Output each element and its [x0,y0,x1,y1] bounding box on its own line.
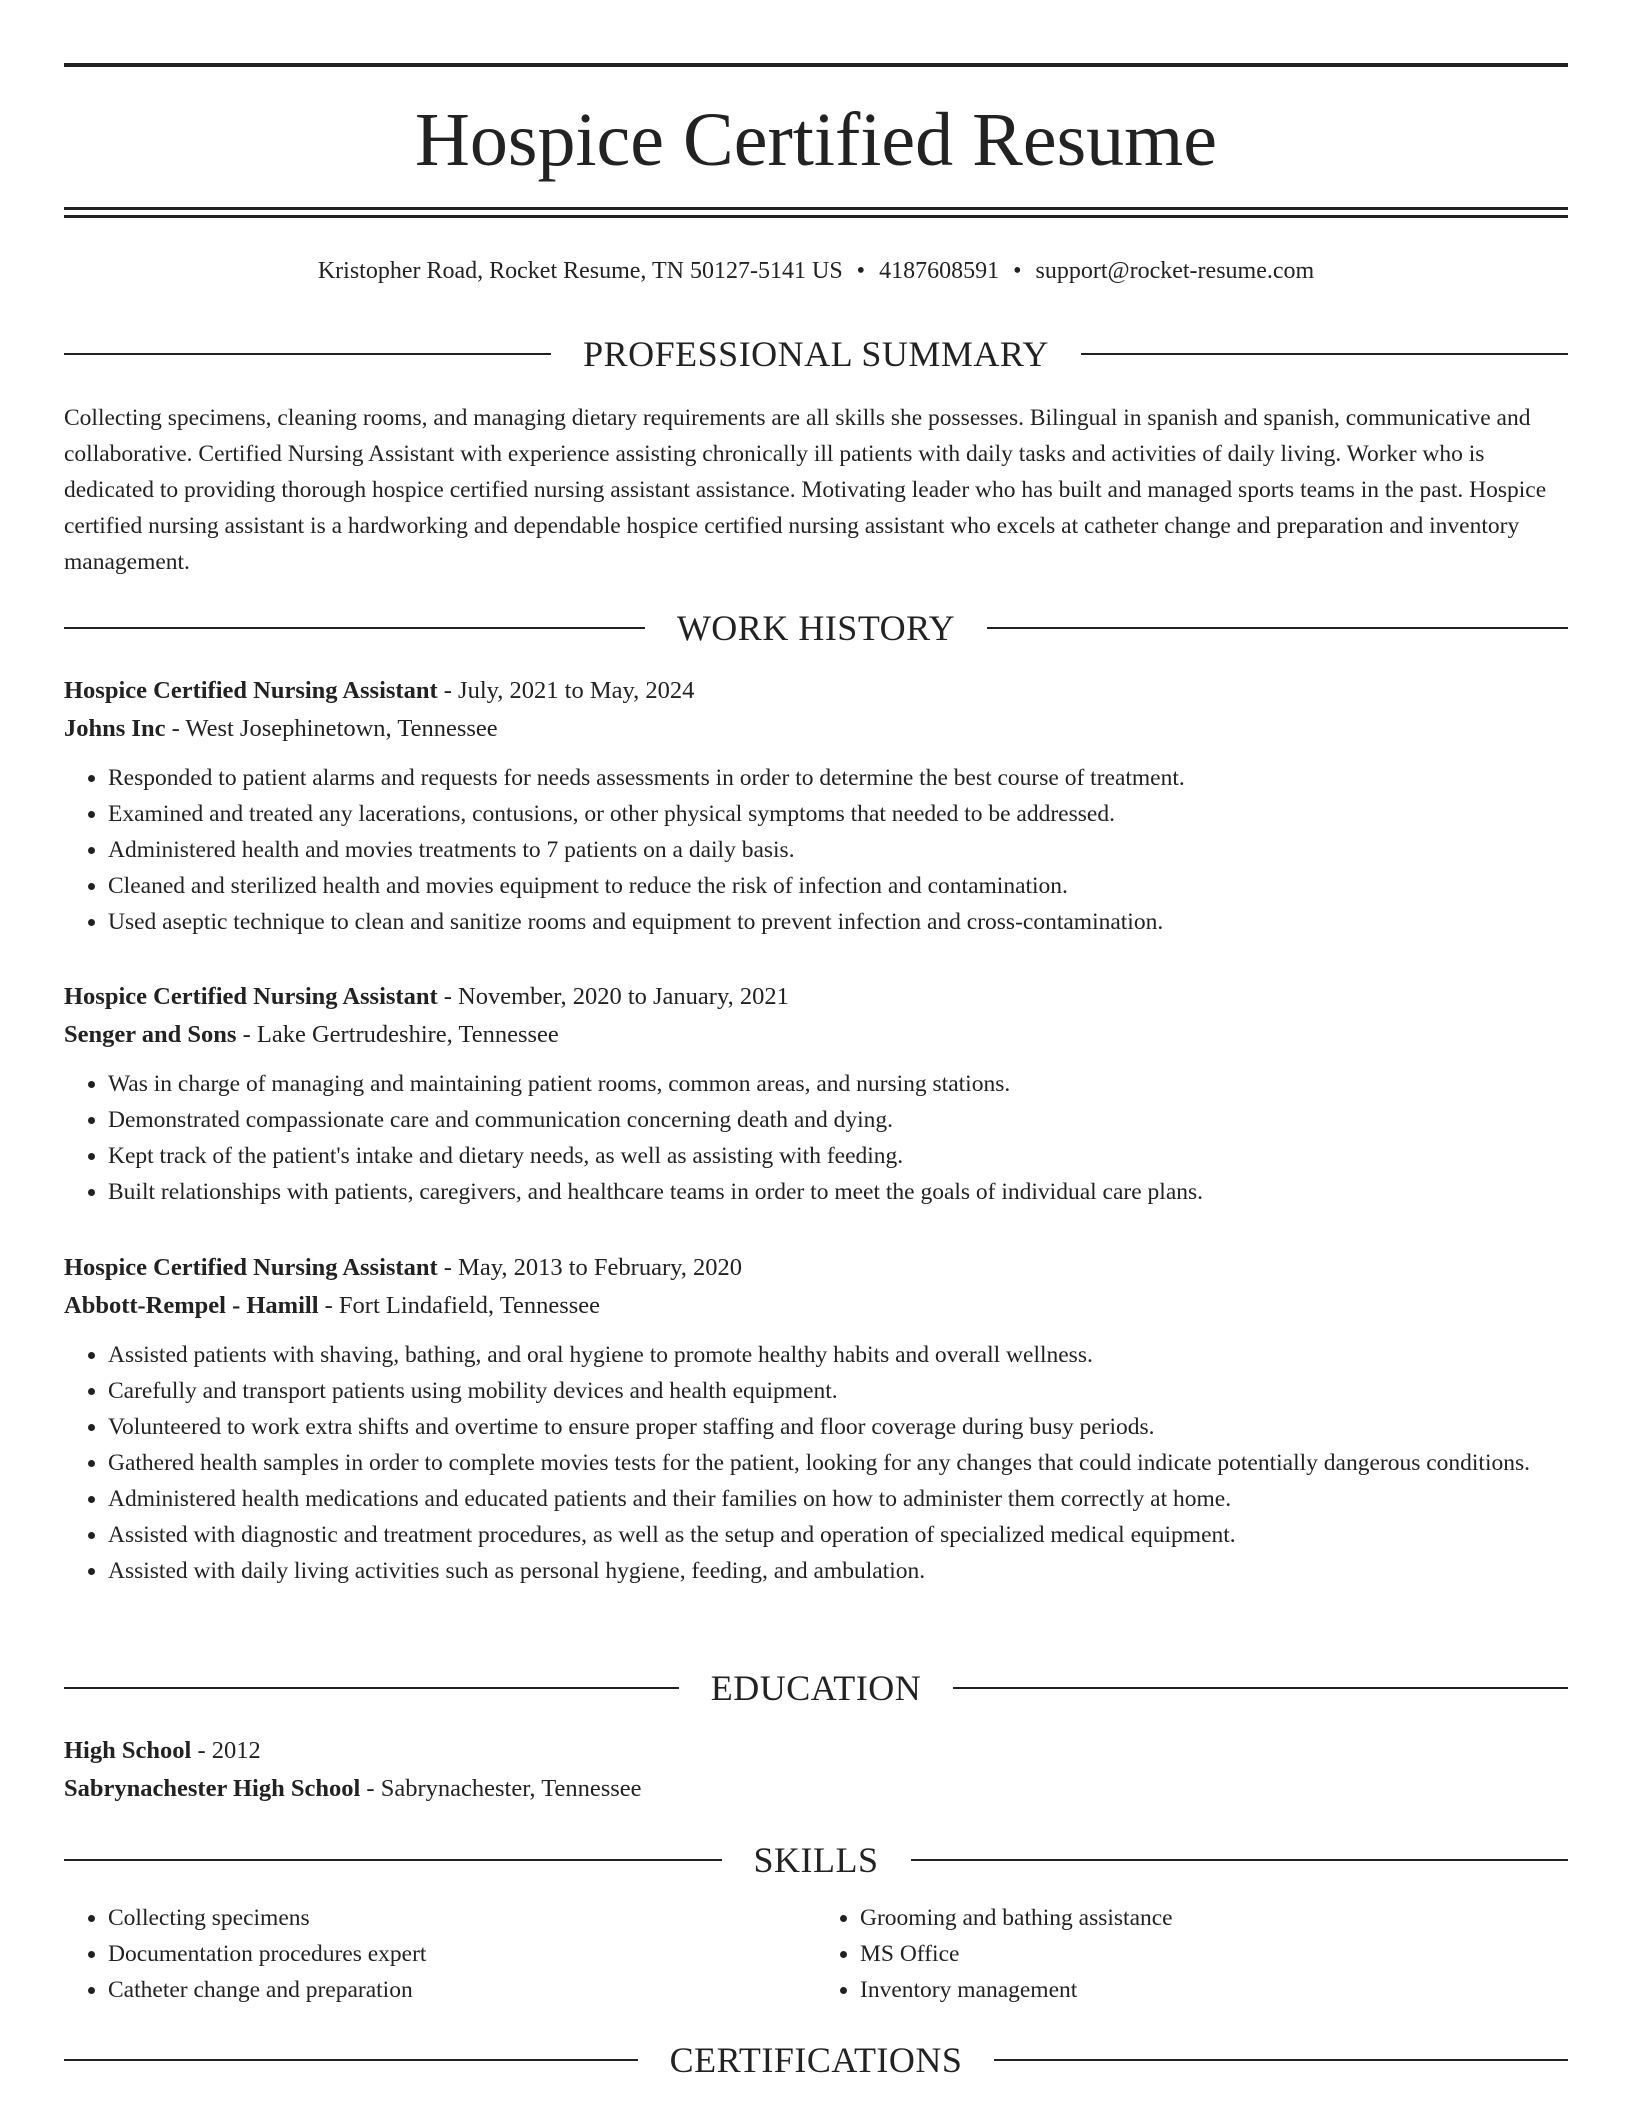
job-entry [64,978,1568,1210]
resume-title: Hospice Certified Resume [414,98,1217,182]
job-dates: - May, 2013 to February, 2020 [437,1254,743,1281]
heading-rule [64,1859,722,1861]
heading-rule [953,1687,1568,1689]
contact-separator: • [1013,258,1022,284]
job-location: - Lake Gertrudeshire, Tennessee [236,1021,559,1048]
list-item: • Catheter change and preparation [108,1972,816,2008]
education-degree: High School [64,1737,192,1764]
list-item: • Was in charge of managing and maintaining patient rooms, common areas, and nursing stations. [108,1066,1568,1102]
heading-rule [987,627,1568,629]
heading-rule [994,2059,1568,2061]
list-item: • MS Office [860,1936,1568,1972]
section-heading-education [64,1666,1568,1710]
list-item: • Used aseptic technique to clean and sanitize rooms and equipment to prevent infection and cross-contamination. [108,904,1568,940]
section-title: PROFESSIONAL SUMMARY [583,334,1049,374]
list-item: • Collecting specimens [108,1900,816,1936]
list-item: • Cleaned and sterilized health and movies equipment to reduce the risk of infection and contamination. [108,868,1568,904]
list-item: • Volunteered to work extra shifts and overtime to ensure proper staffing and floor coverage during busy periods. [108,1409,1568,1445]
job-title: Hospice Certified Nursing Assistant [64,983,438,1010]
job-company-line [64,710,1568,748]
job-title-line [64,1249,1568,1287]
education-entry [64,1732,1568,1808]
section-heading-summary [64,332,1568,376]
heading-rule [64,353,551,355]
skills-column-left [64,1900,816,2008]
contact-separator: • [856,258,866,284]
job-bullets [64,760,1568,940]
list-item: • Documentation procedures expert [108,1936,816,1972]
contact-phone: 4187608591 [879,258,1000,284]
job-company-line [64,1016,1568,1054]
job-bullets [64,1066,1568,1210]
job-company: Senger and Sons [64,1021,237,1048]
education-school-line [64,1770,1568,1808]
job-company-line [64,1287,1568,1325]
list-item: • Assisted with daily living activities such as personal hygiene, feeding, and ambulation. [108,1553,1568,1589]
list-item: • Examined and treated any lacerations, contusions, or other physical symptoms that needed to be addressed. [108,796,1568,832]
section-title: WORK HISTORY [676,608,956,648]
list-item: • Grooming and bathing assistance [860,1900,1568,1936]
heading-rule [64,627,645,629]
job-bullets [64,1337,1568,1589]
education-year: - 2012 [191,1737,261,1764]
list-item: • Gathered health samples in order to complete movies tests for the patient, looking for any changes that could indicate potentially dangerous conditions. [108,1445,1568,1481]
list-item: • Demonstrated compassionate care and communication concerning death and dying. [108,1102,1568,1138]
section-title: EDUCATION [710,1668,922,1708]
job-dates: - July, 2021 to May, 2024 [437,677,695,704]
section-title: SKILLS [753,1840,879,1880]
list-item: • Built relationships with patients, caregivers, and healthcare teams in order to meet the goals of individual care plans. [108,1174,1568,1210]
heading-rule [64,2059,638,2061]
list-item: • Administered health medications and educated patients and their families on how to administer them correctly at home. [108,1481,1568,1517]
list-item: • Carefully and transport patients using mobility devices and health equipment. [108,1373,1568,1409]
skills-list [64,1900,1568,2008]
heading-rule [911,1859,1569,1861]
job-title-line [64,672,1568,710]
education-school: Sabrynachester High School [64,1775,361,1802]
job-title: Hospice Certified Nursing Assistant [64,677,438,704]
section-heading-certifications [64,2038,1568,2082]
list-item: • Inventory management [860,1972,1568,2008]
section-heading-work [64,606,1568,650]
job-entry [64,1249,1568,1589]
list-item: • Kept track of the patient's intake and dietary needs, as well as assisting with feeding. [108,1138,1568,1174]
contact-line [64,254,1568,288]
job-location: - West Josephinetown, Tennessee [165,715,498,742]
education-degree-line [64,1732,1568,1770]
job-title: Hospice Certified Nursing Assistant [64,1254,438,1281]
title-rule-upper [64,207,1568,210]
summary-text: Collecting specimens, cleaning rooms, and managing dietary requirements are all skills she possesses. Bilingual in spanish and spanish, communicative and collaborative. Certified Nursing Assistant with experience assisting chronically ill patients with daily tasks and activities of daily living. Worker who is dedicated to providing thorough hospice certified nursing assistant assistance. Motivating leader who has built and managed sports teams in the past. Hospice certified nursing assistant is a hardworking and dependable hospice certified nursing assistant who excels at catheter change and preparation and inventory management. [64,405,1547,575]
heading-rule [1081,353,1568,355]
list-item: • Responded to patient alarms and requests for needs assessments in order to determine the best course of treatment. [108,760,1568,796]
education-location: - Sabrynachester, Tennessee [360,1775,642,1802]
contact-email: support@rocket-resume.com [1035,258,1315,284]
job-title-line [64,978,1568,1016]
top-rule [64,63,1568,67]
skills-column-right [816,1900,1568,2008]
job-entry [64,672,1568,940]
list-item: • Assisted patients with shaving, bathing, and oral hygiene to promote healthy habits and overall wellness. [108,1337,1568,1373]
job-company: Johns Inc [64,715,166,742]
job-company: Abbott-Rempel - Hamill [64,1292,319,1319]
heading-rule [64,1687,679,1689]
job-dates: - November, 2020 to January, 2021 [437,983,789,1010]
list-item: • Assisted with diagnostic and treatment procedures, as well as the setup and operation of specialized medical equipment. [108,1517,1568,1553]
job-location: - Fort Lindafield, Tennessee [318,1292,601,1319]
list-item: • Administered health and movies treatments to 7 patients on a daily basis. [108,832,1568,868]
section-heading-skills [64,1838,1568,1882]
section-title: CERTIFICATIONS [669,2040,963,2080]
contact-address: Kristopher Road, Rocket Resume, TN 50127-5141 US [317,258,843,284]
title-rule-lower [64,215,1568,218]
